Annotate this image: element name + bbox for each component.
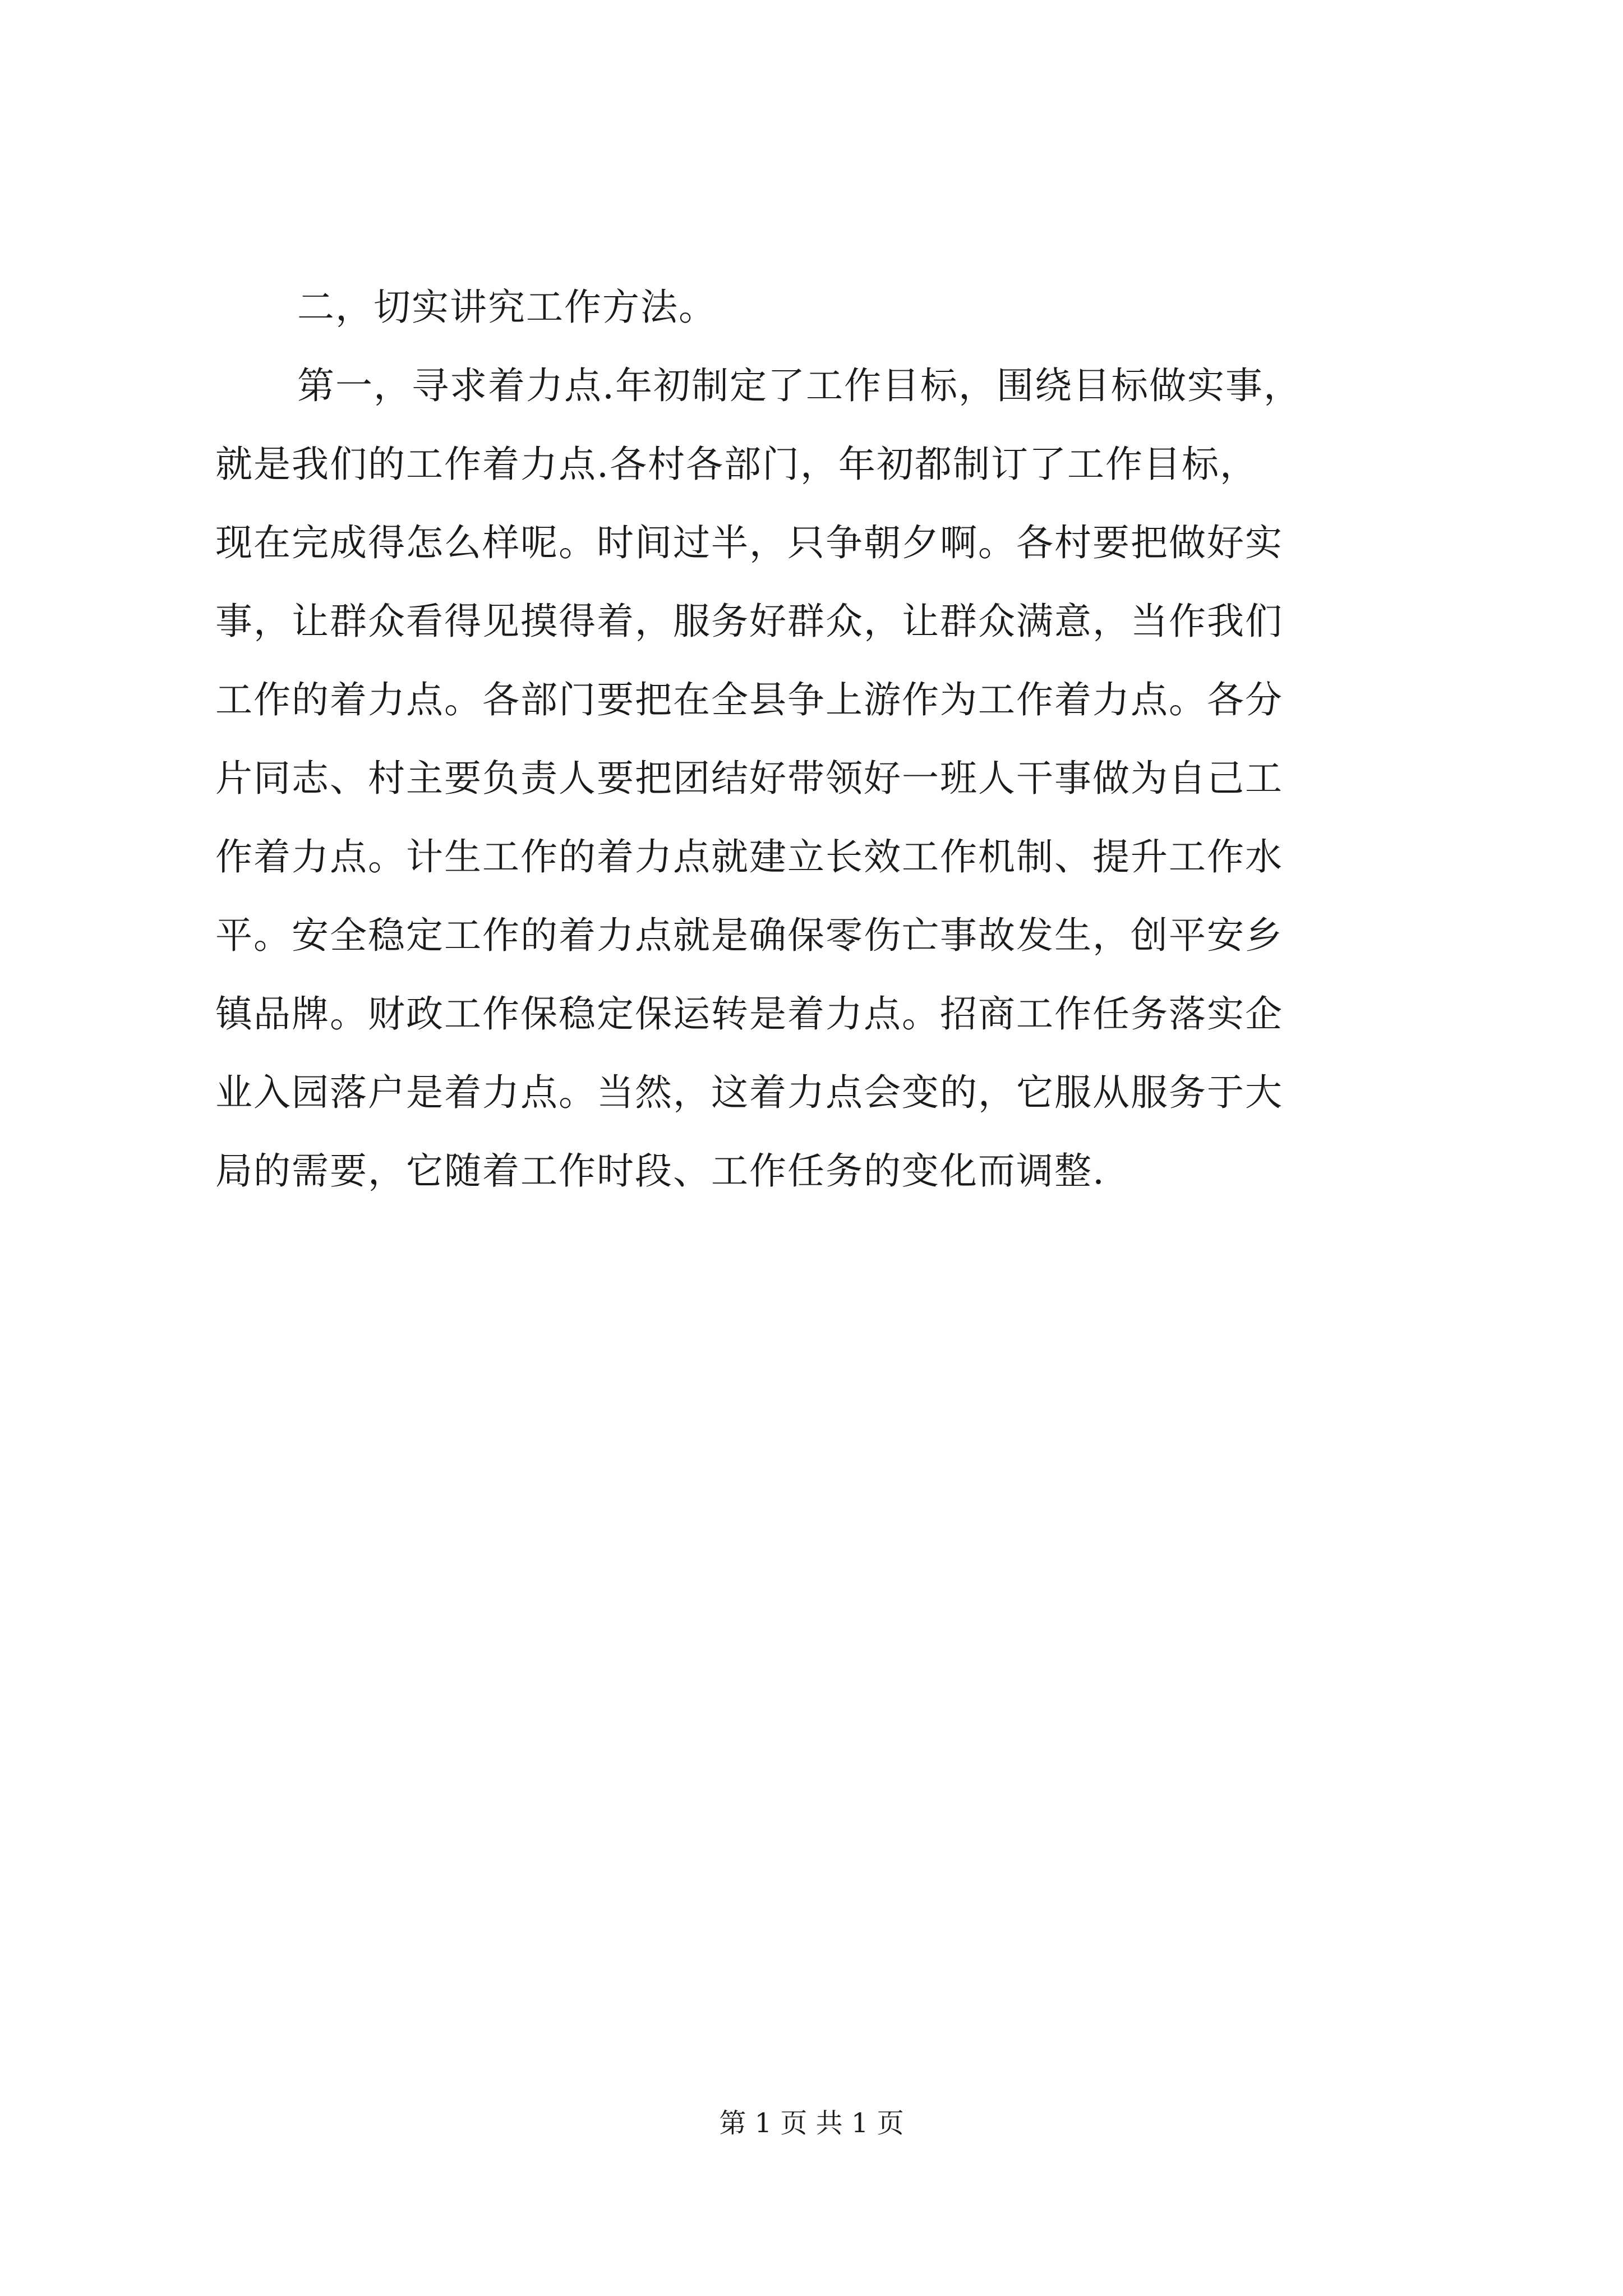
paragraph-line: 片同志、村主要负责人要把团结好带领好一班人干事做为自己工: [215, 757, 1283, 800]
paragraph-line: 平。安全稳定工作的着力点就是确保零伤亡事故发生，创平安乡: [215, 914, 1283, 957]
paragraph-line: 现在完成得怎么样呢。时间过半，只争朝夕啊。各村要把做好实: [215, 521, 1283, 564]
page-number-footer: 第 1 页 共 1 页: [719, 2108, 904, 2139]
paragraph-line: 工作的着力点。各部门要把在全县争上游作为工作着力点。各分: [215, 678, 1283, 721]
paragraph-line: 第一，寻求着力点.年初制定了工作目标，围绕目标做实事，: [297, 364, 1302, 407]
document-body: [215, 268, 1404, 1211]
paragraph-line: 作着力点。计生工作的着力点就建立长效工作机制、提升工作水: [215, 835, 1283, 878]
paragraph-line: 业入园落户是着力点。当然，这着力点会变的，它服从服务于大: [215, 1071, 1283, 1114]
paragraph-line: 就是我们的工作着力点.各村各部门，年初都制订了工作目标，: [215, 443, 1258, 486]
paragraph-line: 镇品牌。财政工作保稳定保运转是着力点。招商工作任务落实企: [215, 992, 1283, 1036]
section-heading: 二，切实讲究工作方法。: [297, 286, 717, 329]
paragraph-line: 局的需要，它随着工作时段、工作任务的变化而调整.: [215, 1149, 1105, 1193]
paragraph-line: 事，让群众看得见摸得着，服务好群众，让群众满意，当作我们: [215, 600, 1283, 643]
